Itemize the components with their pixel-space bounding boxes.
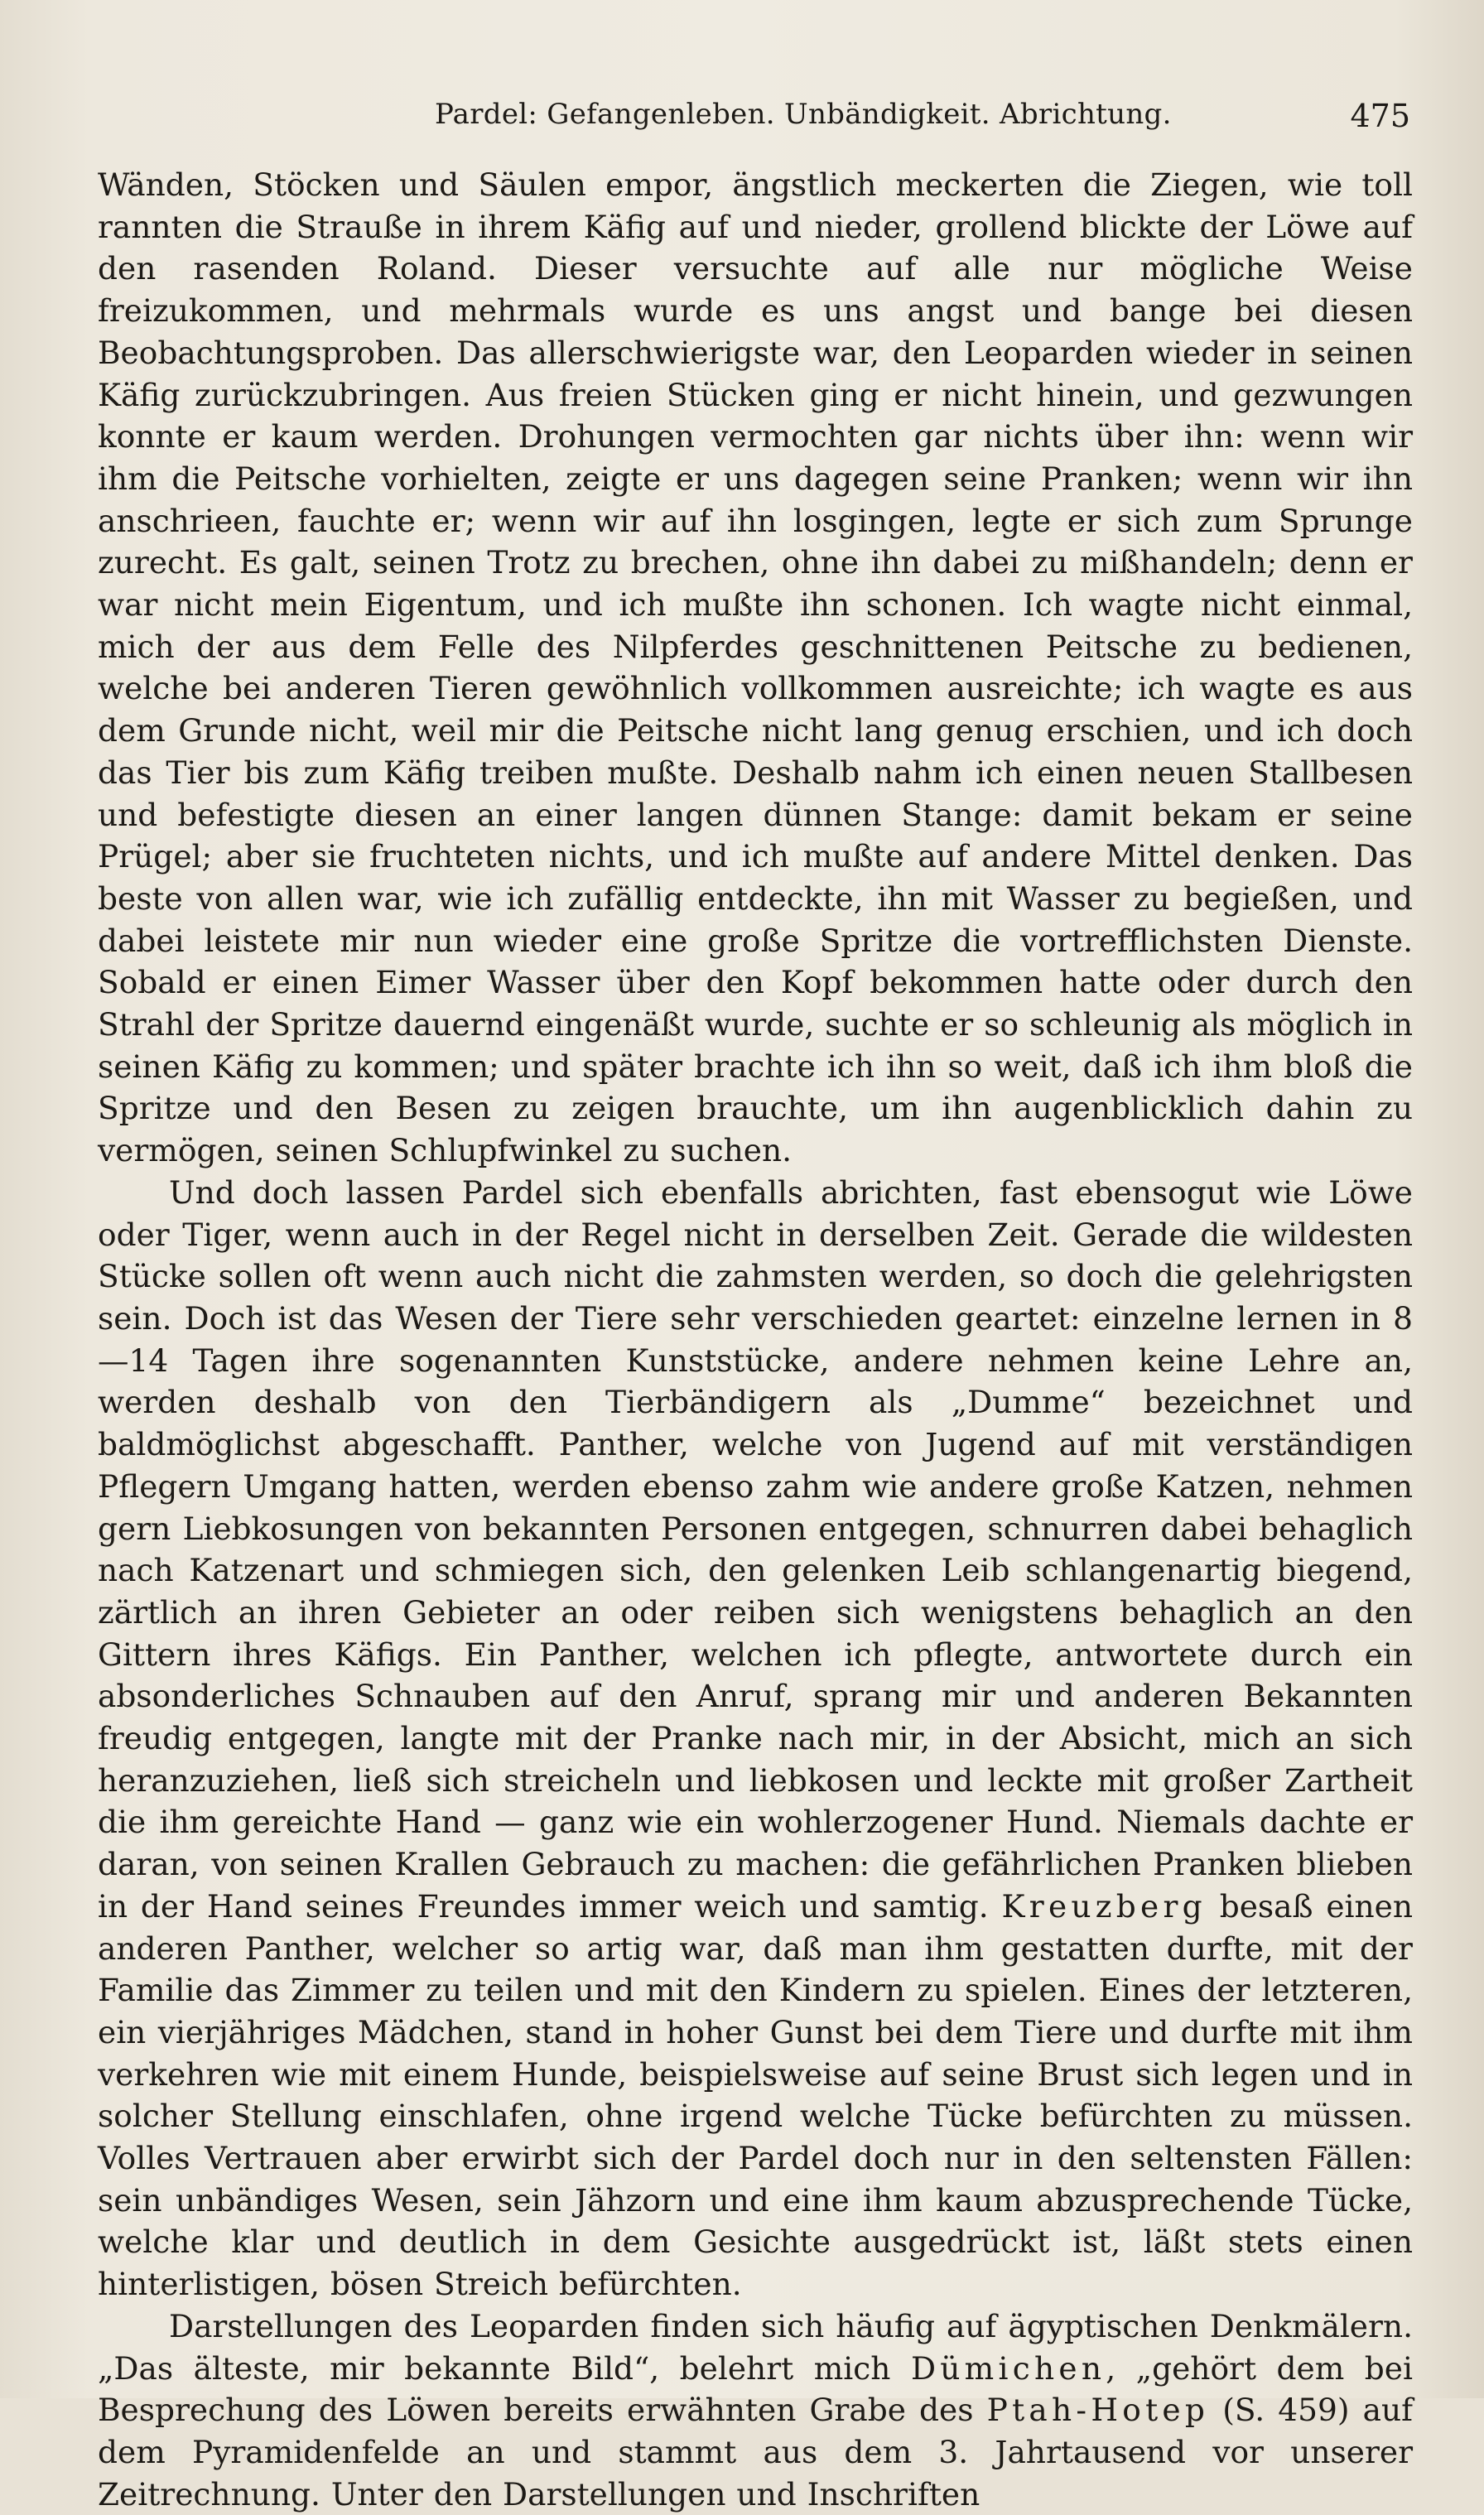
page-number: 475 (1350, 98, 1410, 134)
paragraph-1: Wänden, Stöcken und Säulen empor, ängstlich meckerten die Ziegen, wie toll rannten die Strauße in ihrem Käfig auf und nieder, grollend blickte der Löwe auf den rasenden Roland. Dieser versuchte auf alle nur mögliche Weise freizukommen, und mehrmals wurde es uns angst und bange bei diesen Beobachtungsproben. Das allerschwierigste war, den Leoparden wieder in seinen Käfig zurückzubringen. Aus freien Stücken ging er nicht hinein, und gezwungen konnte er kaum werden. Drohungen vermochten gar nichts über ihn: wenn wir ihm die Peitsche vorhielten, zeigte er uns dagegen seine Pranken; wenn wir ihn anschrieen, fauchte er; wenn wir auf ihn losgingen, legte er sich zum Sprunge zurecht. Es galt, seinen Trotz zu brechen, ohne ihn dabei zu mißhandeln; denn er war nicht mein Eigentum, und ich mußte ihn schonen. Ich wagte nicht einmal, mich der aus dem Felle des Nilpferdes geschnittenen Peitsche zu bedienen, welche bei anderen Tieren gewöhnlich vollkommen ausreichte; ich wagte es aus dem Grunde nicht, weil mir die Peitsche nicht lang genug erschien, und ich doch das Tier bis zum Käfig treiben mußte. Deshalb nahm ich einen neuen Stallbesen und befestigte diesen an einer langen dünnen Stange: damit bekam er seine Prügel; aber sie fruchteten nichts, und ich mußte auf andere Mittel denken. Das beste von allen war, wie ich zufällig entdeckte, ihn mit Wasser zu begießen, und dabei leistete mir nun wieder eine große Spritze die vortrefflichsten Dienste. Sobald er einen Eimer Wasser über den Kopf bekommen hatte oder durch den Strahl der Spritze dauernd eingenäßt wurde, suchte er so schleunig als möglich in seinen Käfig zu kommen; und später brachte ich ihn so weit, daß ich ihm bloß die Spritze und den Besen zu zeigen brauchte, um ihn augenblicklich dahin zu vermögen, seinen Schlupfwinkel zu suchen. (98, 166, 1413, 1169)
paragraph-2-part-2: besaß einen anderen Panther, welcher so artig war, daß man ihm gestatten durfte, mit der Familie das Zimmer zu teilen und mit den Kindern zu spielen. Eines der letzteren, ein vierjähriges Mädchen, stand in hoher Gunst bei dem Tiere und durfte mit ihm verkehren wie mit einem Hunde, beispielsweise auf seine Brust sich legen und in solcher Stellung einschlafen, ohne irgend welche Tücke befürchten zu müssen. Volles Vertrauen aber erwirbt sich der Pardel doch nur in den seltensten Fällen: sein unbändiges Wesen, sein Jähzorn und eine ihm kaum abzusprechende Tücke, welche klar und deutlich in dem Gesichte ausgedrückt ist, läßt stets einen hinterlistigen, bösen Streich befürchten. (98, 1887, 1414, 2303)
body-text (98, 164, 1413, 2515)
running-title: Pardel: Gefangenleben. Unbändigkeit. Abrichtung. (435, 98, 1172, 131)
paragraph-2-part-1: Und doch lassen Pardel sich ebenfalls abrichten, fast ebensogut wie Löwe oder Tiger, wenn auch in der Regel nicht in derselben Zeit. Gerade die wildesten Stücke sollen oft wenn auch nicht die zahmsten werden, so doch die gelehrigsten sein. Doch ist das Wesen der Tiere sehr verschieden geartet: einzelne lernen in 8—14 Tagen ihre sogenannten Kunststücke, andere nehmen keine Lehre an, werden deshalb von den Tierbändigern als „Dumme“ bezeichnet und baldmöglichst abgeschafft. Panther, welche von Jugend auf mit verständigen Pflegern Umgang hatten, werden ebenso zahm wie andere große Katzen, nehmen gern Liebkosungen von bekannten Personen entgegen, schnurren dabei behaglich nach Katzenart und schmiegen sich, den gelenken Leib schlangenartig biegend, zärtlich an ihren Gebieter an oder reiben sich wenigstens behaglich an den Gittern ihres Käfigs. Ein Panther, welchen ich pflegte, antwortete durch ein absonderliches Schnauben auf den Anruf, sprang mir und anderen Bekannten freudig entgegen, langte mit der Pranke nach mir, in der Absicht, mich an sich heranzuziehen, ließ sich streicheln und liebkosen und leckte mit großer Zartheit die ihm gereichte Hand — ganz wie ein wohlerzogener Hund. Niemals dachte er daran, von seinen Krallen Gebrauch zu machen: die gefährlichen Pranken blieben in der Hand seines Freundes immer weich und samtig. (98, 1173, 1413, 1925)
paragraph-2 (98, 1172, 1413, 2305)
person-name-ptah-hotep: Ptah-Hotep (986, 2392, 1210, 2429)
running-head (0, 98, 1484, 147)
person-name-duemichen: Dümichen (910, 2349, 1106, 2387)
paragraph-3-part-2: , „gehört dem bei Besprechung des Löwen bereits erwähnten Grabe des (98, 2349, 1413, 2429)
paragraph-3-part-1: Darstellungen des Leoparden finden sich häufig auf ägyptischen Denkmälern. „Das älteste, mir bekannte Bild“, belehrt mich (98, 2307, 1413, 2387)
paragraph-3-part-3: (S. 459) auf dem Pyramidenfelde an und stammt aus dem 3. Jahrtausend vor unserer Zeitrechnung. Unter den Darstellungen und Inschriften (98, 2392, 1413, 2513)
person-name-kreuzberg: Kreuzberg (1001, 1887, 1207, 1925)
paragraph-3 (98, 2305, 1413, 2515)
